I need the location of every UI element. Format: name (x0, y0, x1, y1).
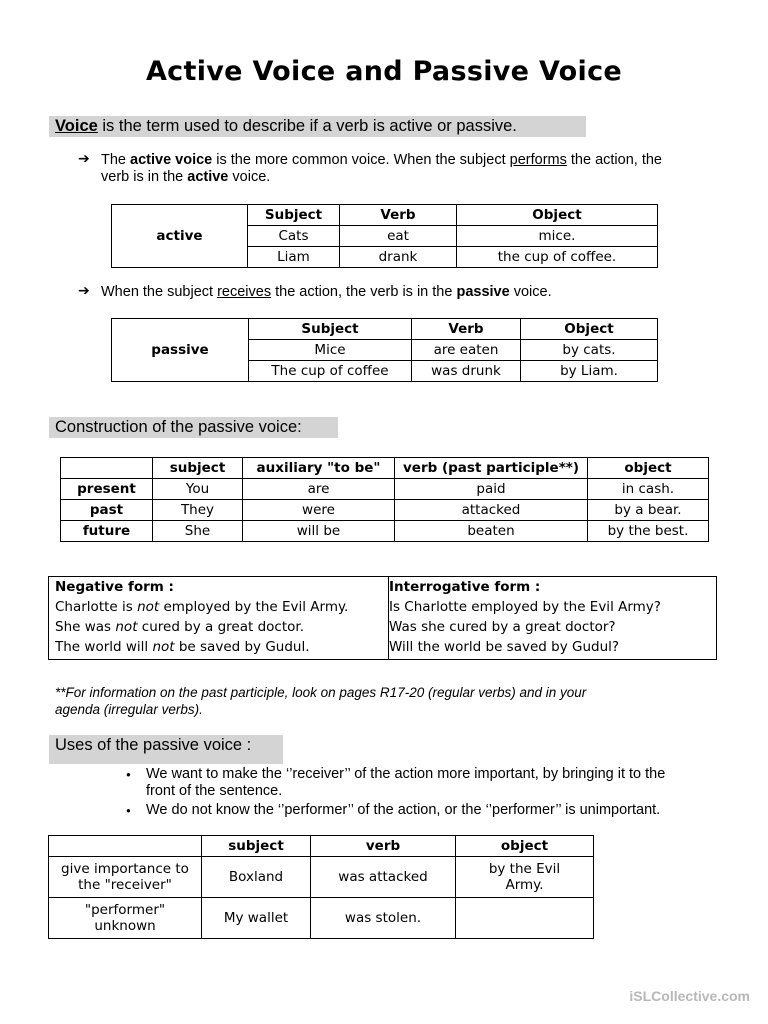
table-cell: Cats (248, 226, 340, 247)
bullet-icon: ● (126, 770, 131, 779)
negative-form (49, 577, 389, 659)
interrogative-example: Was she cured by a great doctor? (389, 619, 616, 635)
header-cell: auxiliary "to be" (243, 458, 395, 479)
text-bold: active (187, 169, 229, 185)
table-row (49, 857, 594, 898)
passive-label: passive (112, 319, 249, 382)
construction-heading: Construction of the passive voice: (49, 417, 338, 438)
text: We want to make the ‘’receiver’’ of the action more important, by bringing it to the (146, 766, 666, 782)
text: We do not know the ‘’performer’’ of the action, or the ‘’performer’’ is unimportant. (146, 802, 661, 818)
table-cell: was drunk (412, 361, 521, 382)
interrogative-form (389, 577, 716, 659)
text: Charlotte is (55, 599, 138, 615)
table-cell: was stolen. (311, 898, 456, 939)
text: by the Evil (488, 861, 561, 877)
table-cell: are eaten (412, 340, 521, 361)
table-cell: beaten (395, 521, 588, 542)
text: "performer" (84, 902, 166, 918)
text: the action, the verb is in the (271, 284, 457, 300)
header-cell: subject (153, 458, 243, 479)
table-cell: eat (340, 226, 457, 247)
tense-cell: past (61, 500, 153, 521)
footnote-line: agenda (irregular verbs). (55, 702, 203, 717)
header-cell: Object (457, 205, 658, 226)
footer-watermark: iSLCollective.com (629, 988, 750, 1004)
text: the action, the (566, 152, 662, 168)
text: verb is in the (101, 169, 188, 185)
bullet-icon: ● (126, 806, 131, 815)
text: employed by the Evil Army. (159, 599, 349, 615)
text: The world will (55, 639, 153, 655)
header-cell: object (588, 458, 709, 479)
text: Army. (505, 877, 544, 893)
text-underline: performs (509, 152, 567, 168)
voice-term: Voice (55, 117, 98, 135)
uses-heading: Uses of the passive voice : (49, 735, 283, 764)
table-cell: in cash. (588, 479, 709, 500)
table-cell (49, 898, 202, 939)
interrogative-title: Interrogative form : (389, 579, 541, 595)
table-cell (49, 857, 202, 898)
table-cell: were (243, 500, 395, 521)
text: unknown (94, 918, 156, 934)
table-cell (456, 898, 594, 939)
text: The (101, 152, 131, 168)
header-cell: Subject (249, 319, 412, 340)
text: be saved by Gudul. (174, 639, 310, 655)
table-cell: attacked (395, 500, 588, 521)
table-cell: She (153, 521, 243, 542)
header-cell: verb (311, 836, 456, 857)
header-cell: verb (past participle**) (395, 458, 588, 479)
text-italic: not (137, 599, 160, 615)
negative-example (55, 597, 388, 617)
header-cell: Verb (412, 319, 521, 340)
table-row (49, 898, 594, 939)
table-cell: My wallet (202, 898, 311, 939)
text-bold: passive (456, 284, 510, 300)
header-cell: subject (202, 836, 311, 857)
tense-cell: future (61, 521, 153, 542)
table-cell: Mice (249, 340, 412, 361)
footnote (55, 684, 586, 718)
text-bold: active voice (130, 152, 213, 168)
intro-text: is the term used to describe if a verb is active or passive. (97, 117, 517, 135)
table-cell: the cup of coffee. (457, 247, 658, 268)
table-cell: They (153, 500, 243, 521)
uses-list (122, 766, 722, 821)
table-cell: Boxland (202, 857, 311, 898)
tense-cell: present (61, 479, 153, 500)
table-cell: mice. (457, 226, 658, 247)
text: voice. (228, 169, 271, 185)
text: cured by a great doctor. (137, 619, 304, 635)
uses-table (48, 835, 594, 939)
text-underline: receives (217, 284, 272, 300)
interrogative-example: Will the world be saved by Gudul? (389, 639, 620, 655)
negative-title: Negative form : (55, 579, 174, 595)
text-italic: not (115, 619, 138, 635)
table-row (61, 521, 709, 542)
text: the "receiver" (78, 877, 172, 893)
header-cell (49, 836, 202, 857)
list-item (122, 802, 722, 819)
text: give importance to (61, 861, 189, 877)
list-item (122, 766, 722, 800)
table-cell: will be (243, 521, 395, 542)
arrow-icon: ➔ (78, 151, 90, 167)
table-cell: by cats. (521, 340, 658, 361)
active-label: active (112, 205, 248, 268)
text: When the subject (101, 284, 218, 300)
text-italic: not (152, 639, 175, 655)
header-cell: object (456, 836, 594, 857)
intro-banner (49, 116, 586, 137)
table-cell: drank (340, 247, 457, 268)
table-cell: paid (395, 479, 588, 500)
negative-example (55, 617, 388, 637)
table-cell: You (153, 479, 243, 500)
text: front of the sentence. (146, 783, 283, 799)
table-cell: by a bear. (588, 500, 709, 521)
header-cell: Object (521, 319, 658, 340)
page-title: Active Voice and Passive Voice (145, 56, 622, 87)
table-cell: by the best. (588, 521, 709, 542)
table-cell (456, 857, 594, 898)
active-table (111, 204, 658, 268)
header-cell (61, 458, 153, 479)
negative-example (55, 637, 388, 657)
text: She was (55, 619, 116, 635)
table-cell: by Liam. (521, 361, 658, 382)
table-cell: was attacked (311, 857, 456, 898)
table-row (61, 479, 709, 500)
text: voice. (509, 284, 552, 300)
table-cell: The cup of coffee (249, 361, 412, 382)
table-cell: are (243, 479, 395, 500)
forms-box (48, 576, 717, 660)
header-cell: Subject (248, 205, 340, 226)
interrogative-example: Is Charlotte employed by the Evil Army? (389, 599, 661, 615)
passive-table (111, 318, 658, 382)
header-cell: Verb (340, 205, 457, 226)
arrow-icon: ➔ (78, 283, 90, 299)
text: is the more common voice. When the subject (212, 152, 510, 168)
table-cell: Liam (248, 247, 340, 268)
footnote-line: **For information on the past participle, look on pages R17-20 (regular verbs) and in your (55, 685, 587, 700)
active-note (101, 152, 721, 186)
construction-table (60, 457, 709, 542)
passive-note (101, 284, 552, 301)
table-row (61, 500, 709, 521)
